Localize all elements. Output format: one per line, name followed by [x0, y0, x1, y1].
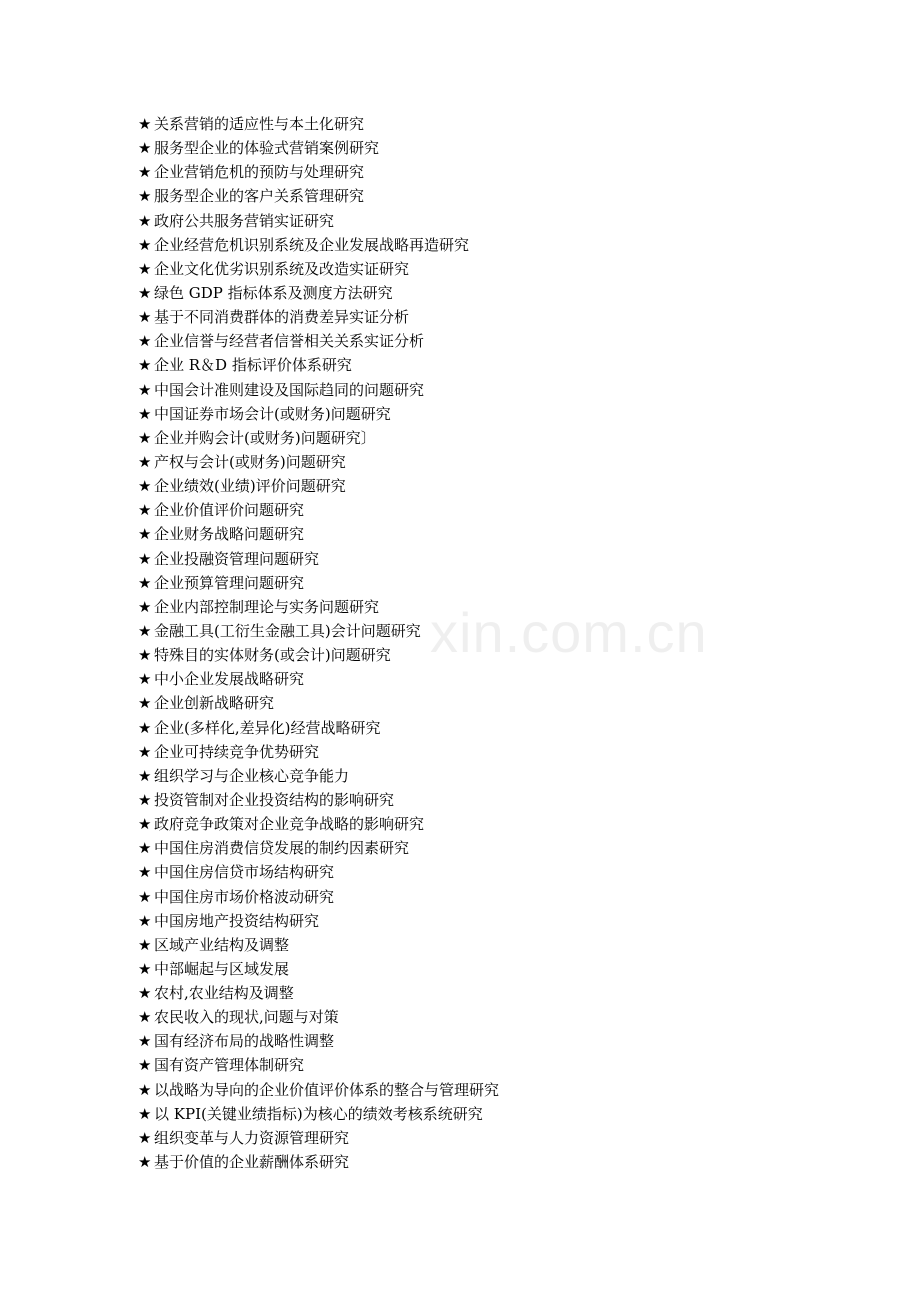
- topic-text: 服务型企业的体验式营销案例研究: [154, 139, 380, 158]
- star-icon: ★: [138, 501, 152, 520]
- topic-text: 企业并购会计(或财务)问题研究〕: [154, 428, 376, 447]
- star-icon: ★: [138, 1032, 152, 1051]
- star-icon: ★: [138, 1153, 152, 1172]
- star-icon: ★: [138, 646, 152, 665]
- topic-text: 企业绩效(业绩)评价问题研究: [154, 477, 346, 496]
- list-item: [138, 426, 499, 450]
- topic-text: 金融工具(工衍生金融工具)会计问题研究: [154, 621, 421, 640]
- topic-text: 企业可持续竞争优势研究: [154, 742, 320, 761]
- star-icon: ★: [138, 887, 152, 906]
- topic-list: [138, 112, 499, 1174]
- star-icon: ★: [138, 621, 152, 640]
- topic-text: 中国证券市场会计(或财务)问题研究: [154, 404, 391, 423]
- topic-text: 企业投融资管理问题研究: [154, 549, 320, 568]
- topic-text: 农村,农业结构及调整: [154, 984, 294, 1003]
- list-item: [138, 1053, 499, 1077]
- star-icon: ★: [138, 163, 152, 182]
- star-icon: ★: [138, 1104, 152, 1123]
- list-item: [138, 1126, 499, 1150]
- topic-text: 企业经营危机识别系统及企业发展战略再造研究: [154, 235, 470, 254]
- topic-text: 组织变革与人力资源管理研究: [154, 1128, 350, 1147]
- list-item: [138, 305, 499, 329]
- list-item: [138, 595, 499, 619]
- star-icon: ★: [138, 984, 152, 1003]
- list-item: [138, 1029, 499, 1053]
- topic-text: 特殊目的实体财务(或会计)问题研究: [154, 646, 391, 665]
- topic-text: 政府竞争政策对企业竞争战略的影响研究: [154, 815, 425, 834]
- list-item: [138, 957, 499, 981]
- star-icon: ★: [138, 1128, 152, 1147]
- star-icon: ★: [138, 477, 152, 496]
- topic-text: 企业信誉与经营者信誉相关关系实证分析: [154, 332, 425, 351]
- list-item: [138, 619, 499, 643]
- list-item: [138, 933, 499, 957]
- star-icon: ★: [138, 332, 152, 351]
- topic-text: 国有经济布局的战略性调整: [154, 1032, 335, 1051]
- list-item: [138, 836, 499, 860]
- list-item: [138, 547, 499, 571]
- list-item: [138, 981, 499, 1005]
- list-item: [138, 691, 499, 715]
- list-item: [138, 136, 499, 160]
- topic-text: 基于不同消费群体的消费差异实证分析: [154, 308, 410, 327]
- topic-text: 企业 R＆D 指标评价体系研究: [154, 356, 352, 375]
- topic-text: 中小企业发展战略研究: [154, 670, 305, 689]
- topic-text: 中国住房市场价格波动研究: [154, 887, 335, 906]
- star-icon: ★: [138, 766, 152, 785]
- list-item: [138, 257, 499, 281]
- list-item: [138, 571, 499, 595]
- topic-text: 服务型企业的客户关系管理研究: [154, 187, 365, 206]
- topic-text: 企业文化优劣识别系统及改造实证研究: [154, 259, 410, 278]
- topic-text: 企业财务战略问题研究: [154, 525, 305, 544]
- star-icon: ★: [138, 428, 152, 447]
- list-item: [138, 353, 499, 377]
- star-icon: ★: [138, 573, 152, 592]
- star-icon: ★: [138, 356, 152, 375]
- topic-text: 中部崛起与区域发展: [154, 959, 290, 978]
- topic-text: 企业(多样化,差异化)经营战略研究: [154, 718, 381, 737]
- list-item: [138, 209, 499, 233]
- list-item: [138, 716, 499, 740]
- list-item: [138, 498, 499, 522]
- topic-text: 投资管制对企业投资结构的影响研究: [154, 790, 395, 809]
- star-icon: ★: [138, 815, 152, 834]
- star-icon: ★: [138, 1080, 152, 1099]
- topic-text: 企业创新战略研究: [154, 694, 275, 713]
- topic-text: 政府公共服务营销实证研究: [154, 211, 335, 230]
- list-item: [138, 233, 499, 257]
- star-icon: ★: [138, 863, 152, 882]
- star-icon: ★: [138, 911, 152, 930]
- list-item: [138, 329, 499, 353]
- topic-text: 产权与会计(或财务)问题研究: [154, 452, 346, 471]
- list-item: [138, 1150, 499, 1174]
- star-icon: ★: [138, 452, 152, 471]
- list-item: [138, 474, 499, 498]
- topic-text: 组织学习与企业核心竞争能力: [154, 766, 350, 785]
- star-icon: ★: [138, 139, 152, 158]
- list-item: [138, 160, 499, 184]
- topic-text: 企业内部控制理论与实务问题研究: [154, 597, 380, 616]
- star-icon: ★: [138, 380, 152, 399]
- list-item: [138, 522, 499, 546]
- list-item: [138, 112, 499, 136]
- star-icon: ★: [138, 549, 152, 568]
- topic-text: 区域产业结构及调整: [154, 935, 290, 954]
- topic-text: 中国住房信贷市场结构研究: [154, 863, 335, 882]
- list-item: [138, 788, 499, 812]
- topic-text: 绿色 GDP 指标体系及测度方法研究: [154, 283, 393, 302]
- star-icon: ★: [138, 742, 152, 761]
- list-item: [138, 643, 499, 667]
- star-icon: ★: [138, 308, 152, 327]
- list-item: [138, 1102, 499, 1126]
- topic-text: 中国会计准则建设及国际趋同的问题研究: [154, 380, 425, 399]
- star-icon: ★: [138, 211, 152, 230]
- star-icon: ★: [138, 694, 152, 713]
- list-item: [138, 450, 499, 474]
- star-icon: ★: [138, 959, 152, 978]
- topic-text: 企业营销危机的预防与处理研究: [154, 163, 365, 182]
- star-icon: ★: [138, 670, 152, 689]
- star-icon: ★: [138, 525, 152, 544]
- star-icon: ★: [138, 839, 152, 858]
- list-item: [138, 281, 499, 305]
- star-icon: ★: [138, 283, 152, 302]
- list-item: [138, 1078, 499, 1102]
- star-icon: ★: [138, 1008, 152, 1027]
- topic-text: 企业价值评价问题研究: [154, 501, 305, 520]
- star-icon: ★: [138, 597, 152, 616]
- list-item: [138, 764, 499, 788]
- topic-text: 以 KPI(关键业绩指标)为核心的绩效考核系统研究: [154, 1104, 483, 1123]
- list-item: [138, 667, 499, 691]
- topic-text: 企业预算管理问题研究: [154, 573, 305, 592]
- list-item: [138, 740, 499, 764]
- star-icon: ★: [138, 790, 152, 809]
- star-icon: ★: [138, 259, 152, 278]
- topic-text: 中国房地产投资结构研究: [154, 911, 320, 930]
- star-icon: ★: [138, 404, 152, 423]
- list-item: [138, 885, 499, 909]
- list-item: [138, 1005, 499, 1029]
- topic-text: 国有资产管理体制研究: [154, 1056, 305, 1075]
- list-item: [138, 378, 499, 402]
- watermark: xin.com.cn: [430, 601, 708, 664]
- list-item: [138, 184, 499, 208]
- topic-text: 以战略为导向的企业价值评价体系的整合与管理研究: [154, 1080, 500, 1099]
- topic-text: 基于价值的企业薪酬体系研究: [154, 1153, 350, 1172]
- topic-text: 关系营销的适应性与本土化研究: [154, 115, 365, 133]
- star-icon: ★: [138, 935, 152, 954]
- star-icon: ★: [138, 1056, 152, 1075]
- star-icon: ★: [138, 235, 152, 254]
- topic-text: 中国住房消费信贷发展的制约因素研究: [154, 839, 410, 858]
- star-icon: ★: [138, 115, 152, 133]
- star-icon: ★: [138, 718, 152, 737]
- star-icon: ★: [138, 187, 152, 206]
- topic-text: 农民收入的现状,问题与对策: [154, 1008, 339, 1027]
- list-item: [138, 812, 499, 836]
- list-item: [138, 909, 499, 933]
- list-item: [138, 860, 499, 884]
- list-item: [138, 402, 499, 426]
